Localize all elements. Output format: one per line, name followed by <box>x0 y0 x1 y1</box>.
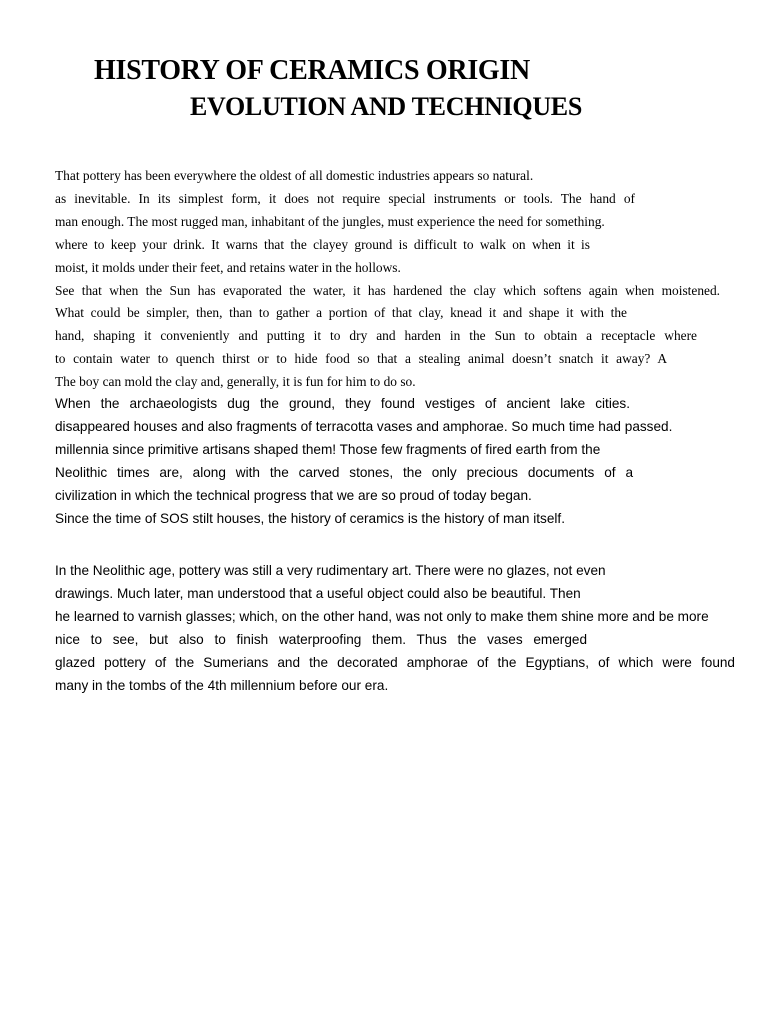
text-line: moist, it molds under their feet, and retains water in the hollows. <box>55 259 401 275</box>
text-line: where to keep your drink. It warns that the clayey ground is difficult to walk on when it is <box>55 236 590 252</box>
text-line: What could be simpler, then, than to gather a portion of that clay, knead it and shape it with the <box>55 305 627 321</box>
text-line: glazed pottery of the Sumerians and the decorated amphorae of the Egyptians, of which were found <box>55 654 735 670</box>
text-line: drawings. Much later, man understood that a useful object could also be beautiful. Then <box>55 585 581 601</box>
neolithic-paragraph <box>55 560 755 697</box>
text-line: to contain water to quench thirst or to hide food so that a stealing animal doesn’t snatch it away? A <box>55 351 667 367</box>
text-line: civilization in which the technical progress that we are so proud of today began. <box>55 487 532 503</box>
text-line: Since the time of SOS stilt houses, the history of ceramics is the history of man itself. <box>55 510 565 526</box>
intro-paragraph <box>55 165 755 394</box>
text-line: In the Neolithic age, pottery was still a very rudimentary art. There were no glazes, not even <box>55 563 606 578</box>
text-line: That pottery has been everywhere the oldest of all domestic industries appears so natural. <box>55 168 534 183</box>
text-line: When the archaeologists dug the ground, they found vestiges of ancient lake cities. <box>55 396 630 411</box>
text-line: Neolithic times are, along with the carved stones, the only precious documents of a <box>55 464 633 480</box>
text-line: many in the tombs of the 4th millennium before our era. <box>55 677 389 693</box>
text-line: man enough. The most rugged man, inhabitant of the jungles, must experience the need for something. <box>55 213 605 229</box>
archaeology-paragraph <box>55 393 755 530</box>
text-line: as inevitable. In its simplest form, it does not require special instruments or tools. The hand of <box>55 190 635 206</box>
text-line: he learned to varnish glasses; which, on the other hand, was not only to make them shine more and be more <box>55 608 709 624</box>
text-line: The boy can mold the clay and, generally, it is fun for him to do so. <box>55 374 416 390</box>
text-line: disappeared houses and also fragments of terracotta vases and amphorae. So much time had passed. <box>55 418 673 434</box>
text-line: hand, shaping it conveniently and putting it to dry and harden in the Sun to obtain a receptacle where <box>55 328 697 344</box>
text-line: millennia since primitive artisans shaped them! Those few fragments of fired earth from the <box>55 441 601 457</box>
text-line: nice to see, but also to finish waterproofing them. Thus the vases emerged <box>55 631 587 647</box>
text-line: See that when the Sun has evaporated the water, it has hardened the clay which softens again when moistened. <box>55 282 720 298</box>
document-subtitle: EVOLUTION AND TECHNIQUES <box>190 92 583 121</box>
document-title: HISTORY OF CERAMICS ORIGIN <box>94 55 530 86</box>
